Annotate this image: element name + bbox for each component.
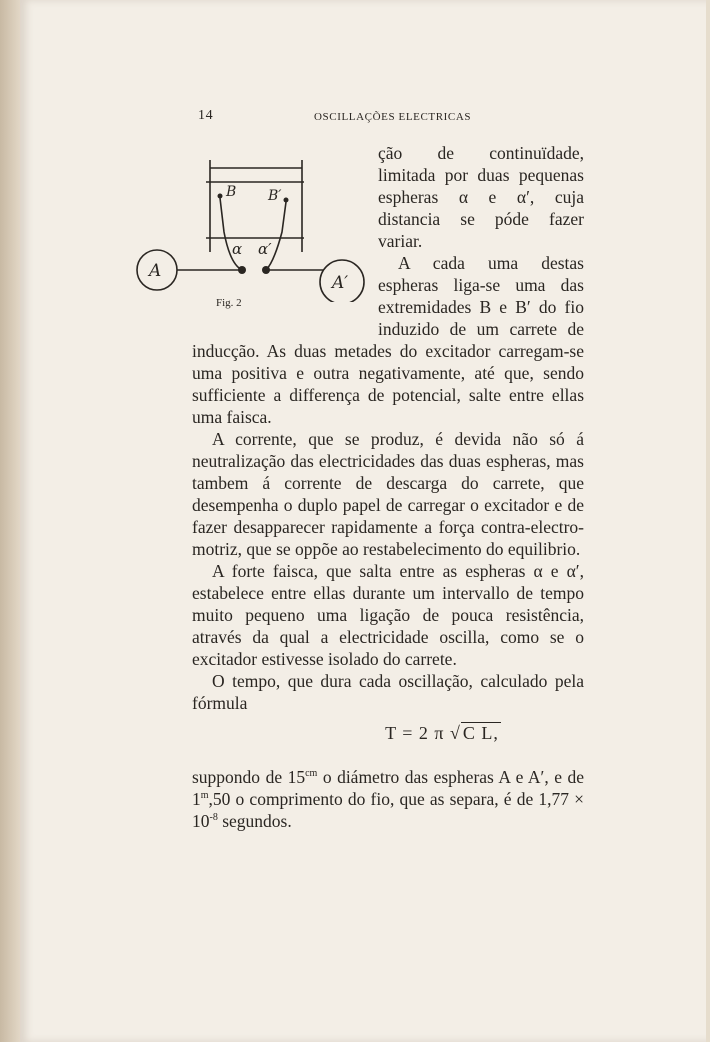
p6-sup-cm: cm (305, 768, 318, 780)
p6-sup-m: m (200, 790, 209, 802)
label-b-prime: B′ (268, 188, 282, 204)
p6-part-c: ,50 o comprimento do fio, que as separa, é de 1,77 × 10 (192, 789, 584, 831)
book-spine (0, 0, 20, 1042)
p6-part-b: o diámetro das espheras A e A′, e de 1 (192, 767, 584, 809)
formula (192, 722, 584, 744)
small-sphere-alpha (238, 266, 246, 274)
label-a: A (149, 261, 162, 281)
wire-b (220, 198, 242, 270)
body-text (149, 142, 584, 832)
figure-2 (149, 142, 372, 326)
paragraph-2: A cada uma destas espheras liga-se uma das extremidades B e B′ do fio induzido de um carrete de inducção. As duas metades do excitador carregam-se uma positiva e outra negativamente, até que, sendo sufficiente a differença de potencial, salte entre ellas uma faisca. (192, 253, 584, 427)
paragraph-1: ção de continuïdade, limitada por duas pequenas espheras α e α′, cuja distancia se póde fazer variar. (378, 143, 584, 251)
paragraph-4: A forte faisca, que salta entre as espheras α e α′, estabelece entre ellas durante um intervallo de tempo muito pequeno uma ligação de pouca resistência, através da qual a electricidade oscilla, como se o excitador estivesse isolado do carrete. (192, 561, 584, 669)
p6-part-d: segundos. (217, 811, 292, 831)
paragraph-5: O tempo, que dura cada oscillação, calculado pela fórmula (192, 671, 584, 713)
p6-part-a: suppondo de 15 (192, 767, 306, 787)
wire-b-prime (266, 202, 286, 270)
page-edge (706, 0, 710, 1042)
formula-radicand: C L, (462, 723, 499, 743)
paragraph-6 (192, 766, 584, 832)
small-sphere-alpha-prime (262, 266, 270, 274)
terminal-b-prime (284, 198, 289, 203)
label-alpha: α (232, 240, 243, 258)
page-header (198, 108, 588, 128)
label-alpha-prime: α′ (258, 240, 272, 258)
excitador-diagram (132, 152, 372, 302)
terminal-b (218, 194, 223, 199)
sqrt-sign: √ (450, 723, 461, 743)
paragraph-3: A corrente, que se produz, é devida não só á neutralização das electricidades das duas espheras, mas tambem á corrente de descarga do carrete, que desempenha o duplo papel de carregar o excitador e de fazer desapparecer rapidamente a força contra-electro-motriz, que se oppõe ao restabelecimento do equilibrio. (192, 429, 584, 559)
label-a-prime: A′ (332, 273, 349, 293)
running-title: OSCILLAÇÕES ELECTRICAS (314, 111, 472, 123)
formula-left: T = 2 π (385, 723, 445, 743)
label-b: B (226, 184, 237, 200)
page-number: 14 (198, 108, 214, 123)
p6-sup-exp: -8 (209, 812, 218, 824)
figure-caption: Fig. 2 (216, 297, 242, 309)
